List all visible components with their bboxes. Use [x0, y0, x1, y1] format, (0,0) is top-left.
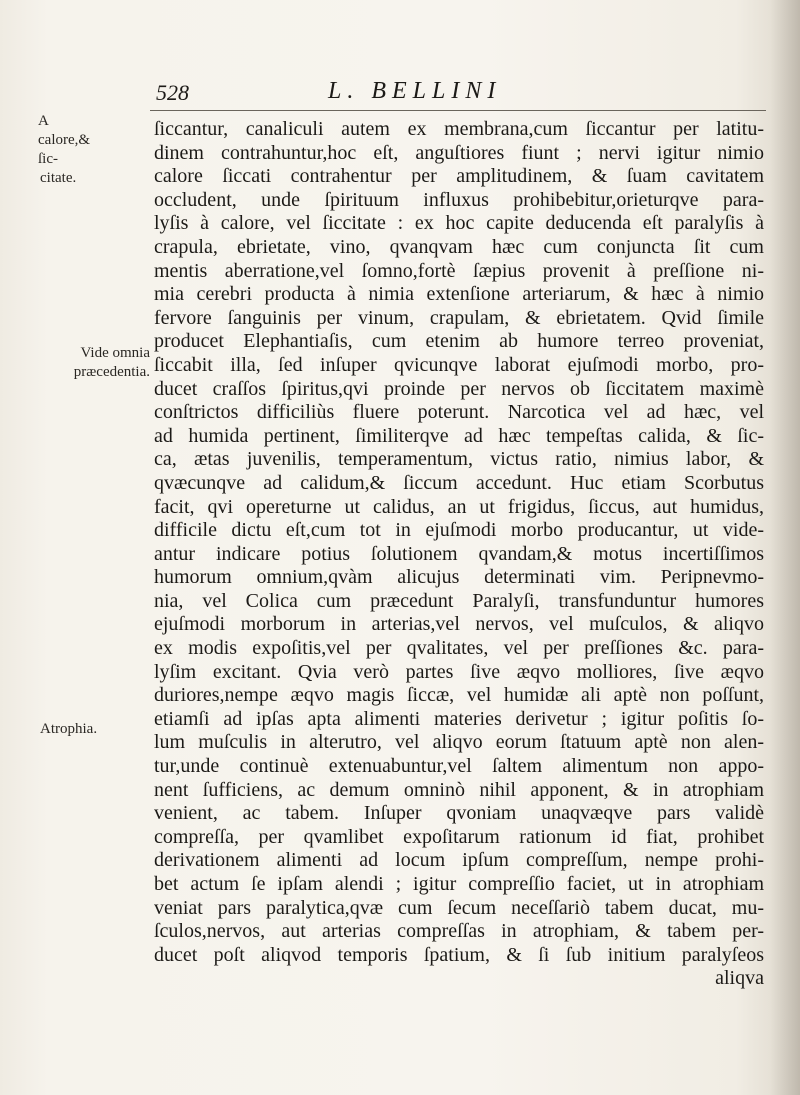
text-line: producet Elephantiaſis, cum etenim ab humore terreo proveniat,: [154, 330, 764, 353]
text-line: derivationem alimenti ad locum ipſum compreſſum, nempe prohi-: [154, 849, 764, 872]
text-line: lyſis à calore, vel ſiccitate : ex hoc capite deducenda eſt paralyſis à: [154, 212, 764, 235]
text-line: ejuſmodi morborum in arterias,vel nervos, vel muſculos, & aliqvo: [154, 613, 764, 636]
margin-note-text: A calore,& ſic-: [38, 113, 91, 167]
text-line: ex modis expoſitis,vel per qvalitates, vel per preſſiones &c. para-: [154, 637, 764, 660]
text-line: ſiccantur, canaliculi autem ex membrana,cum ſiccantur per latitu-: [154, 118, 764, 140]
text-line: antur indicare potius ſolutionem qvandam,& motus incertiſſimos: [154, 542, 764, 565]
text-line: calore ſiccati contrahentur per amplitudinem, & ſuam cavitatem: [154, 165, 764, 188]
text-line: conſtrictos difficiliùs fluere poterunt. Narcotica vel ad hæc, vel: [154, 401, 764, 424]
text-line: humorum omnium,qvàm alicujus determinati vim. Peripnevmo-: [154, 566, 764, 589]
text-line: venient, ac tabem. Inſuper qvoniam unaqvæqve pars validè: [154, 802, 764, 825]
running-head: L. BELLINI: [328, 78, 502, 104]
text-line: etiamſi ad ipſas apta alimenti materies derivetur ; igitur poſitis ſo-: [154, 707, 764, 730]
margin-note-calore: [38, 112, 90, 188]
page-header: [150, 78, 770, 108]
text-line: ſiccabit illa, ſed inſuper qvicunqve laborat ejuſmodi morbo, pro-: [154, 353, 764, 376]
page-number: 528: [156, 80, 189, 105]
text-line: occludent, unde ſpirituum influxus prohibebitur,orieturqve para-: [154, 188, 764, 211]
text-line: tur,unde continuè extenuabuntur,vel ſaltem alimentum non appo-: [154, 755, 764, 778]
margin-note-vide-omnia: [40, 344, 150, 382]
text-line: lum muſculis in alterutro, vel aliqvo eorum ſtatuum aptè non alen-: [154, 731, 764, 754]
margin-note-atrophia: [40, 720, 97, 739]
text-line: ſculos,nervos, aut arterias compreſſas in atrophiam, & tabem per-: [154, 920, 764, 943]
margin-note-text: Atrophia.: [40, 721, 98, 737]
text-line: lyſim excitant. Qvia verò partes ſive æqvo molliores, ſive æqvo: [154, 660, 764, 683]
margin-note-continuation: citate.: [40, 170, 77, 186]
text-line: ca, ætas juvenilis, temperamentum, victus ratio, nimius labor, &: [154, 448, 764, 471]
header-rule: [150, 110, 766, 111]
text-line: ducet poſt aliqvod temporis ſpatium, & ſi ſub initium paralyſeos: [154, 943, 764, 966]
margin-note-continuation: præcedentia.: [73, 364, 150, 380]
text-line: compreſſa, per qvamlibet expoſitarum rationum id fiat, prohibet: [154, 825, 764, 848]
body-text: [154, 118, 764, 991]
text-line: facit, qvi opereturne ut calidus, an ut frigidus, ſiccus, aut humidus,: [154, 495, 764, 518]
catchword: aliqva: [715, 967, 764, 990]
page-edge-shadow: [770, 0, 800, 1095]
text-line: dinem contrahuntur,hoc eſt, anguſtiores fiunt ; nervi igitur nimio: [154, 141, 764, 164]
text-line: difficile dictu eſt,cum tot in ejuſmodi morbo producantur, ut vide-: [154, 519, 764, 542]
text-line: nia, vel Colica cum præcedunt Paralyſi, transfunduntur humores: [154, 589, 764, 612]
text-line: ad humida pertinent, ſimiliterqve ad hæc tempeſtas calida, & ſic-: [154, 424, 764, 447]
text-line: qvæcunqve ad calidum,& ſiccum accedunt. Huc etiam Scorbutus: [154, 471, 764, 494]
margin-note-text: Vide omnia: [80, 345, 150, 361]
text-line: duriores,nempe æqvo magis ſiccæ, vel humidæ ali aptè non poſſunt,: [154, 684, 764, 707]
text-line: ducet craſſos ſpiritus,qvi proinde per nervos ob ſiccitatem maximè: [154, 377, 764, 400]
text-line: fervore ſanguinis per vinum, crapulam, & ebrietatem. Qvid ſimile: [154, 306, 764, 329]
text-line: bet actum ſe ipſam alendi ; igitur compreſſio faciet, ut in atrophiam: [154, 873, 764, 895]
text-line: crapula, ebrietate, vino, qvanqvam hæc cum conjuncta ſit cum: [154, 235, 764, 258]
text-line: nent ſufficiens, ac demum omninò nihil apponent, & in atrophiam: [154, 778, 764, 801]
text-line: veniat pars paralytica,qvæ cum ſecum neceſſariò tabem ducat, mu-: [154, 896, 764, 919]
text-line: mentis aberratione,vel ſomno,fortè ſæpius provenit à preſſione ni-: [154, 259, 764, 282]
text-line: mia cerebri producta à nimia extenſione arteriarum, & hæc à nimio: [154, 283, 764, 306]
